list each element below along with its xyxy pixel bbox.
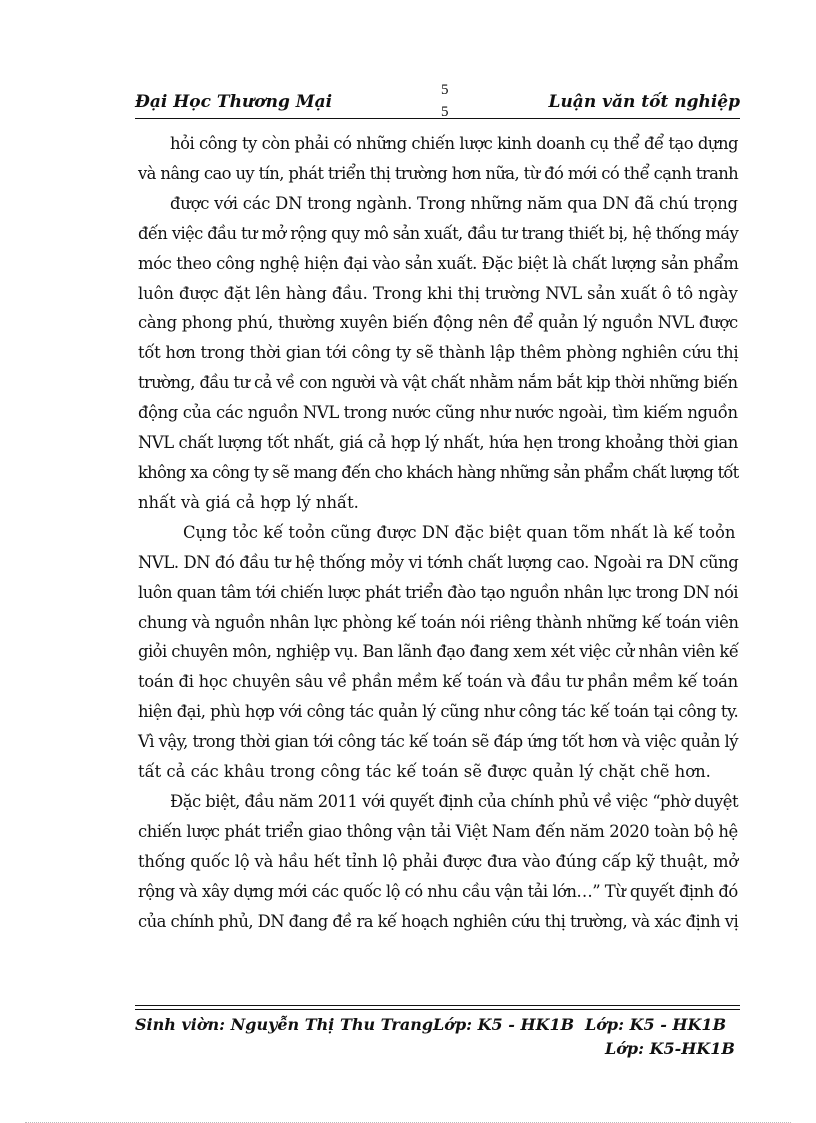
body-line: hiện đại, phù hợp với công tác quản lý cũng như công tác kế toán tại công ty. (138, 702, 739, 722)
footer-rule-top (135, 1005, 740, 1006)
body-line: Vì vậy, trong thời gian tới công tác kế toán sẽ đáp ứng tốt hơn và việc quản lý (138, 732, 738, 752)
footer-class-label-2: Lớp: K5-HK1B (605, 1039, 735, 1058)
body-line: chiến lược phát triển giao thông vận tải Việt Nam đến năm 2020 toàn bộ hệ (138, 821, 738, 841)
body-line: hỏi công ty còn phải có những chiến lược kinh doanh cụ thể để tạo dựng (170, 134, 739, 153)
body-line: trường, đầu tư cả về con người và vật chất nhằm nắm bắt kịp thời những biến (138, 373, 738, 393)
body-line: không xa công ty sẽ mang đến cho khách hàng những sản phẩm chất lượng tốt (138, 462, 739, 482)
body-line: nhất và giá cả hợp lý nhất. (138, 492, 359, 512)
footer-student-name: Sinh viờn: Nguyễn Thị Thu TrangLớp: K5 - HK1B (135, 1015, 575, 1034)
body-line: chung và nguồn nhân lực phòng kế toán nói riêng thành những kế toán viên (138, 612, 739, 632)
body-line: và nâng cao uy tín, phát triển thị trường hơn nữa, từ đó mới có thể cạnh tranh (138, 163, 739, 183)
header-university: Đại Học Thương Mại (135, 92, 333, 112)
page-number-top: 5 (441, 82, 449, 98)
body-line: toán đi học chuyên sâu về phần mềm kế toán và đầu tư phần mềm kế toán (138, 672, 738, 692)
body-line: luôn quan tâm tới chiến lược phát triển đào tạo nguồn nhân lực trong DN nói (138, 582, 738, 602)
body-line: NVL chất lượng tốt nhất, giá cả hợp lý nhất, hứa hẹn trong khoảng thời gian (138, 433, 738, 453)
header-thesis-title: Luận văn tốt nghiệp (548, 92, 740, 112)
body-text (138, 129, 738, 936)
body-line: động của các nguồn NVL trong nước cũng như nước ngoài, tìm kiếm nguồn (138, 403, 738, 423)
body-line: NVL. DN đó đầu tư hệ thống mỏy vi tớnh chất lượng cao. Ngoài ra DN cũng (138, 552, 739, 572)
header-rule (135, 118, 740, 119)
body-line: rộng và xây dựng mới các quốc lộ có nhu cầu vận tải lớn…” Từ quyết định đó (138, 881, 738, 901)
body-line: tốt hơn trong thời gian tới công ty sẽ thành lập thêm phòng nghiên cứu thị (138, 343, 739, 363)
footer-rule-bottom (135, 1009, 740, 1010)
body-line: Đặc biệt, đầu năm 2011 với quyết định của chính phủ về việc “phờ duyệt (170, 791, 739, 811)
body-line: luôn được đặt lên hàng đầu. Trong khi thị trường NVL sản xuất ô tô ngày (138, 283, 738, 303)
body-line: đến việc đầu tư mở rộng quy mô sản xuất, đầu tư trang thiết bị, hệ thống máy (138, 223, 739, 243)
body-line: được với các DN trong ngành. Trong những năm qua DN đã chú trọng (170, 193, 738, 213)
body-line: Cụng tỏc kế toỏn cũng được DN đặc biệt quan tõm nhất là kế toỏn (183, 522, 736, 542)
body-line: của chính phủ, DN đang đề ra kế hoạch nghiên cứu thị trường, và xác định vị (138, 911, 739, 931)
footer-class-label: Lớp: K5 - HK1B (585, 1015, 727, 1034)
body-line: càng phong phú, thường xuyên biến động nên để quản lý nguồn NVL được (138, 313, 738, 333)
body-line: giỏi chuyên môn, nghiệp vụ. Ban lãnh đạo đang xem xét việc cử nhân viên kế (138, 642, 739, 662)
body-line: móc theo công nghệ hiện đại vào sản xuất. Đặc biệt là chất lượng sản phẩm (138, 253, 739, 273)
page-number-bottom: 5 (441, 104, 449, 120)
body-line: thống quốc lộ và hầu hết tỉnh lộ phải được đưa vào đúng cấp kỹ thuật, mở (138, 851, 739, 871)
body-line: tất cả các khâu trong công tác kế toán sẽ được quản lý chặt chẽ hơn. (138, 762, 711, 782)
